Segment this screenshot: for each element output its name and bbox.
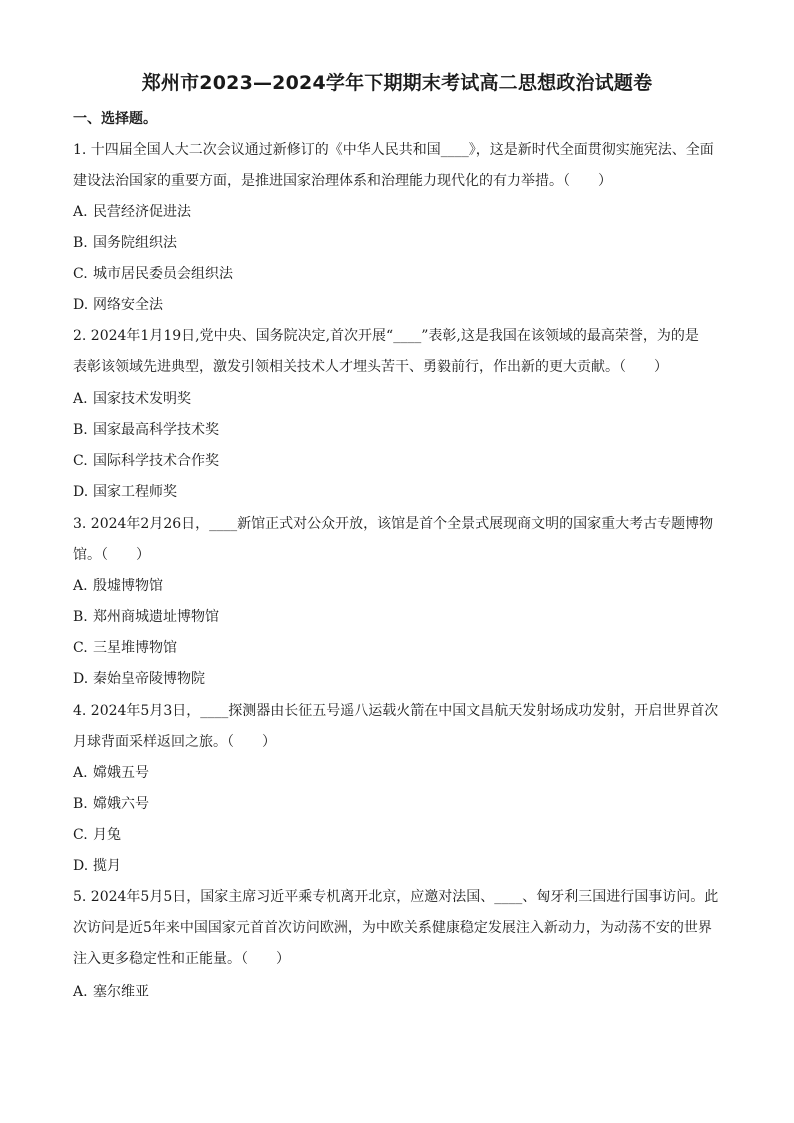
question-1-option-b[interactable] bbox=[73, 233, 177, 253]
option-text: 塞尔维亚 bbox=[93, 984, 149, 1000]
option-letter: D. bbox=[73, 858, 89, 874]
question-5-option-a[interactable] bbox=[73, 982, 149, 1002]
page-title: 郑州市2023—2024学年下期期末考试高二思想政治试题卷 bbox=[141, 72, 653, 94]
question-5-line-3: 注入更多稳定性和正能量。（ ） bbox=[73, 951, 290, 967]
option-text: 城市居民委员会组织法 bbox=[93, 266, 233, 282]
option-text: 嫦娥五号 bbox=[93, 765, 149, 781]
option-letter: B. bbox=[73, 609, 88, 625]
question-1-line-2: 建设法治国家的重要方面，是推进国家治理体系和治理能力现代化的有力举措。（ ） bbox=[73, 173, 612, 189]
option-letter: D. bbox=[73, 484, 89, 500]
question-4-option-b[interactable] bbox=[73, 794, 149, 814]
option-text: 国家工程师奖 bbox=[93, 484, 177, 500]
option-letter: A. bbox=[73, 578, 88, 594]
section-heading: 一、选择题。 bbox=[73, 111, 157, 127]
option-text: 月兔 bbox=[93, 827, 121, 843]
option-letter: B. bbox=[73, 422, 88, 438]
question-3-option-b[interactable] bbox=[73, 607, 219, 627]
question-3-line-1: 3. 2024年2月26日，____新馆正式对公众开放，该馆是首个全景式展现商文明的国家重大考古专题博物 bbox=[73, 516, 714, 532]
option-letter: A. bbox=[73, 984, 88, 1000]
question-4-line-2: 月球背面采样返回之旅。（ ） bbox=[73, 734, 276, 750]
option-text: 国家最高科学技术奖 bbox=[93, 422, 219, 438]
option-text: 三星堆博物馆 bbox=[93, 640, 177, 656]
question-4-option-a[interactable] bbox=[73, 763, 149, 783]
option-text: 郑州商城遗址博物馆 bbox=[93, 609, 219, 625]
question-2-line-2: 表彰该领域先进典型，激发引领相关技术人才埋头苦干、勇毅前行，作出新的更大贡献。（ ） bbox=[73, 359, 668, 375]
option-letter: C. bbox=[73, 266, 88, 282]
option-text: 国际科学技术合作奖 bbox=[93, 453, 219, 469]
question-4-line-1: 4. 2024年5月3日，____探测器由长征五号遥八运载火箭在中国文昌航天发射场成功发射，开启世界首次 bbox=[73, 703, 719, 719]
option-text: 国家技术发明奖 bbox=[93, 391, 191, 407]
option-letter: D. bbox=[73, 671, 89, 687]
question-4-option-d[interactable] bbox=[73, 856, 121, 876]
question-5-line-2: 次访问是近5年来中国国家元首首次访问欧洲，为中欧关系健康稳定发展注入新动力，为动荡不安的世界 bbox=[73, 920, 712, 936]
question-1-option-c[interactable] bbox=[73, 264, 233, 284]
option-letter: A. bbox=[73, 204, 88, 220]
option-letter: D. bbox=[73, 297, 89, 313]
option-text: 殷墟博物馆 bbox=[93, 578, 163, 594]
question-2-option-b[interactable] bbox=[73, 420, 219, 440]
question-2-line-1: 2. 2024年1月19日,党中央、国务院决定,首次开展“____”表彰,这是我国在该领域的最高荣誉，为的是 bbox=[73, 328, 699, 344]
option-text: 嫦娥六号 bbox=[93, 796, 149, 812]
option-letter: A. bbox=[73, 391, 88, 407]
option-text: 揽月 bbox=[93, 858, 121, 874]
question-1-option-d[interactable] bbox=[73, 295, 163, 315]
question-2-option-c[interactable] bbox=[73, 451, 219, 471]
question-3-option-d[interactable] bbox=[73, 669, 205, 689]
question-3-option-a[interactable] bbox=[73, 576, 163, 596]
question-2-option-d[interactable] bbox=[73, 482, 177, 502]
question-3-line-2: 馆。（ ） bbox=[73, 547, 150, 563]
option-letter: B. bbox=[73, 235, 88, 251]
option-letter: C. bbox=[73, 453, 88, 469]
question-2-option-a[interactable] bbox=[73, 389, 191, 409]
option-text: 民营经济促进法 bbox=[93, 204, 191, 220]
option-text: 秦始皇帝陵博物院 bbox=[93, 671, 205, 687]
question-5-line-1: 5. 2024年5月5日，国家主席习近平乘专机离开北京，应邀对法国、____、匈牙利三国进行国事访问。此 bbox=[73, 889, 719, 905]
question-1-option-a[interactable] bbox=[73, 202, 191, 222]
option-letter: C. bbox=[73, 640, 88, 656]
option-letter: C. bbox=[73, 827, 88, 843]
question-1-line-1: 1. 十四届全国人大二次会议通过新修订的《中华人民共和国____》，这是新时代全面贯彻实施宪法、全面 bbox=[73, 142, 714, 158]
question-4-option-c[interactable] bbox=[73, 825, 121, 845]
question-3-option-c[interactable] bbox=[73, 638, 177, 658]
option-text: 国务院组织法 bbox=[93, 235, 177, 251]
option-letter: A. bbox=[73, 765, 88, 781]
option-text: 网络安全法 bbox=[93, 297, 163, 313]
option-letter: B. bbox=[73, 796, 88, 812]
